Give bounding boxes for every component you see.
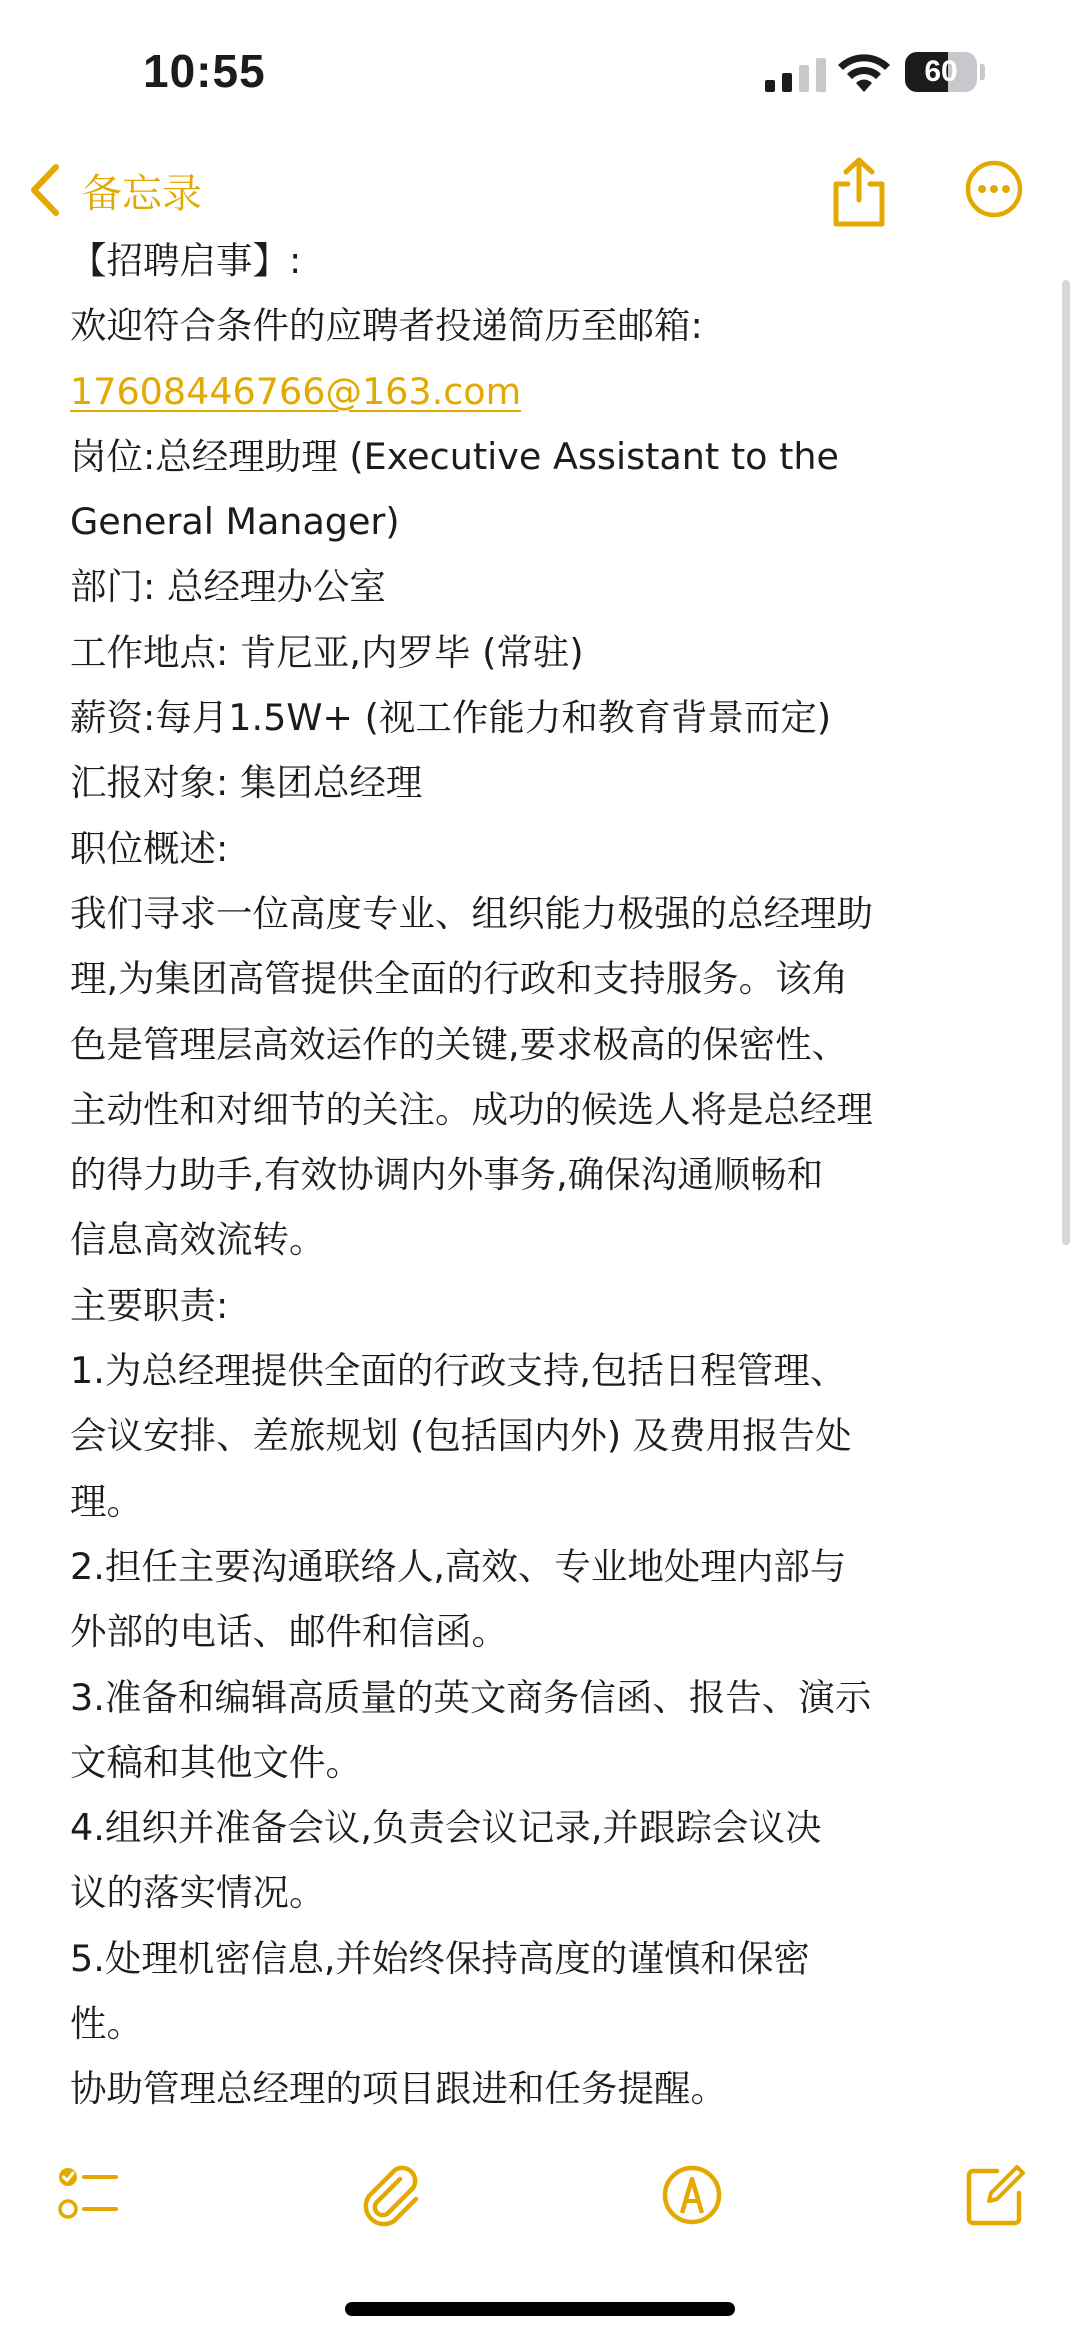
note-line: 4.组织并准备会议,负责会议记录,并跟踪会议决: [70, 1806, 822, 1850]
note-line: 色是管理层高效运作的关键,要求极高的保密性、: [70, 1022, 849, 1066]
note-line: 主要职责:: [70, 1283, 229, 1327]
back-button-label: 备忘录: [82, 170, 202, 217]
note-line: 理,为集团高管提供全面的行政和支持服务。该角: [70, 957, 849, 1001]
note-line: 职位概述:: [70, 826, 229, 870]
bottom-toolbar: [0, 2150, 1080, 2260]
cellular-signal-icon: [765, 58, 827, 92]
status-time: 10:55: [143, 45, 266, 97]
note-line: 2.担任主要沟通联络人,高效、专业地处理内部与: [70, 1544, 847, 1588]
note-line: 的得力助手,有效协调内外事务,确保沟通顺畅和: [70, 1153, 824, 1197]
note-line: 文稿和其他文件。: [70, 1740, 362, 1784]
more-options-icon[interactable]: [965, 160, 1023, 218]
status-bar: [0, 0, 1080, 150]
battery-percent: 60: [924, 55, 958, 88]
checklist-icon[interactable]: [56, 2163, 120, 2227]
share-icon[interactable]: [828, 156, 890, 228]
note-line: 部门: 总经理办公室: [70, 565, 386, 609]
note-line: 性。: [70, 2002, 143, 2046]
note-line: 薪资:每月1.5W+ (视工作能力和教育背景而定): [70, 696, 832, 740]
note-line: 信息高效流转。: [70, 1218, 326, 1262]
note-line: 会议安排、差旅规划 (包括国内外) 及费用报告处: [70, 1414, 852, 1458]
battery-icon: [905, 52, 977, 92]
chevron-left-icon: [28, 163, 62, 217]
note-line: 5.处理机密信息,并始终保持高度的谨慎和保密: [70, 1936, 810, 1980]
home-indicator[interactable]: [345, 2302, 735, 2316]
note-line: 协助管理总经理的项目跟进和任务提醒。: [70, 2067, 727, 2111]
battery-tip: [980, 64, 985, 80]
wifi-icon: [838, 52, 890, 92]
note-line: 外部的电话、邮件和信函。: [70, 1610, 508, 1654]
note-line: General Manager): [70, 500, 400, 544]
note-line: 岗位:总经理助理 (Executive Assistant to the: [70, 434, 839, 478]
note-line: 【招聘启事】:: [70, 239, 302, 282]
paperclip-icon[interactable]: [360, 2163, 424, 2227]
note-line: 3.准备和编辑高质量的英文商务信函、报告、演示: [70, 1675, 872, 1719]
note-line: 主动性和对细节的关注。成功的候选人将是总经理: [70, 1087, 873, 1131]
note-line: 欢迎符合条件的应聘者投递简历至邮箱:: [70, 304, 703, 348]
markup-pen-icon[interactable]: [660, 2163, 724, 2227]
note-line: 议的落实情况。: [70, 1871, 326, 1915]
note-body[interactable]: [70, 228, 1015, 2122]
note-line: 汇报对象: 集团总经理: [70, 761, 423, 805]
email-link[interactable]: 17608446766@163.com: [70, 369, 522, 413]
note-line: 理。: [70, 1479, 143, 1523]
note-line: 1.为总经理提供全面的行政支持,包括日程管理、: [70, 1349, 847, 1393]
scrollbar[interactable]: [1062, 280, 1070, 1245]
note-line: 我们寻求一位高度专业、组织能力极强的总经理助: [70, 891, 873, 935]
back-button[interactable]: [28, 160, 202, 220]
note-line: 工作地点: 肯尼亚,内罗毕 (常驻): [70, 630, 584, 674]
compose-icon[interactable]: [963, 2163, 1027, 2227]
